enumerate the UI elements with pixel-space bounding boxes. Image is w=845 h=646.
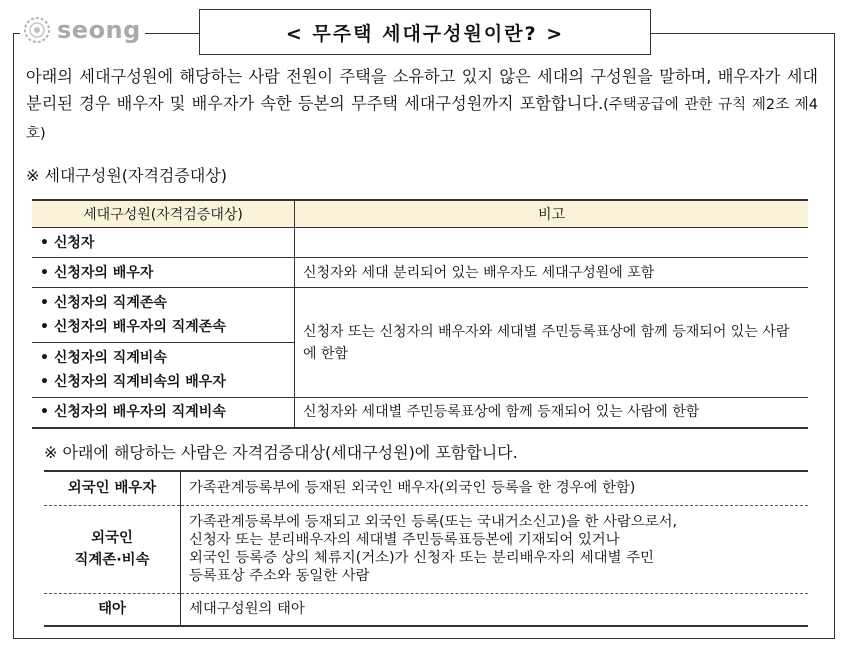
description-cell	[181, 593, 809, 626]
note-cell: 신청자와 세대 분리되어 있는 배우자도 세대구성원에 포함	[295, 258, 809, 288]
description-line: 신청자 또는 분리배우자의 세대별 주민등록표등본에 기재되어 있거나	[189, 532, 620, 548]
member-cell	[32, 343, 295, 398]
table-row	[44, 505, 808, 593]
table-row	[44, 593, 808, 626]
logo	[20, 12, 145, 48]
member-item: • 신청자의 직계존속	[40, 295, 167, 311]
intro-text: 아래의 세대구성원에 해당하는 사람 전원이 주택을 소유하고 있지 않은 세대의 구성원을 말하며, 배우자가 세대 분리된 경우 배우자 및 배우자가 속한 등본의 무주택 세대구성원까지 포함합니다.	[26, 67, 818, 113]
description-line: 가족관계등록부에 등재되고 외국인 등록(또는 국내거소신고)을 한 사람으로서,	[189, 514, 678, 530]
person-type-cell	[44, 471, 181, 505]
description-line: 세대구성원의 태아	[189, 601, 305, 618]
table-row	[32, 228, 808, 258]
member-item: • 신청자의 배우자의 직계존속	[40, 319, 226, 335]
member-item: • 신청자의 직계비속	[40, 350, 167, 366]
intro-paragraph	[26, 63, 818, 148]
description-cell	[181, 505, 809, 593]
member-cell	[32, 228, 295, 258]
note-cell: 신청자 또는 신청자의 배우자와 세대별 주민등록표상에 함께 등재되어 있는 사람에 한함	[295, 288, 809, 398]
included-persons-table	[44, 470, 808, 627]
person-type-line: 태아	[98, 601, 126, 618]
person-type-cell	[44, 505, 181, 593]
description-cell	[181, 471, 809, 505]
note-cell: 신청자와 세대별 주민등록표상에 함께 등재되어 있는 사람에 한함	[295, 398, 809, 428]
description-line: 외국인 등록증 상의 체류지(거소)가 신청자 또는 분리배우자의 세대별 주민	[189, 550, 654, 566]
member-cell	[32, 288, 295, 343]
section-label: ※ 세대구성원(자격검증대상)	[26, 166, 227, 185]
table-row	[32, 258, 808, 288]
table-header-row	[32, 200, 808, 228]
person-type-line: 외국인	[91, 530, 133, 546]
person-type-line: 직계존·비속	[74, 552, 150, 568]
member-item: • 신청자	[40, 234, 95, 251]
member-item: • 신청자의 직계비속의 배우자	[40, 374, 226, 390]
logo-text: seong	[57, 16, 141, 44]
header-note: 비고	[295, 200, 809, 228]
description-line: 가족관계등록부에 등재된 외국인 배우자(외국인 등록을 한 경우에 한함)	[189, 480, 636, 497]
note-cell	[295, 228, 809, 258]
seong-logo-mark-icon	[20, 13, 54, 47]
table-row	[44, 471, 808, 505]
member-cell	[32, 258, 295, 288]
inclusion-note: ※ 아래에 해당하는 사람은 자격검증대상(세대구성원)에 포함합니다.	[44, 443, 518, 462]
person-type-line: 외국인 배우자	[67, 480, 157, 497]
person-type-cell	[44, 593, 181, 626]
description-line: 등록표상 주소와 동일한 사람	[189, 568, 370, 584]
table-row	[32, 288, 808, 343]
header-members: 세대구성원(자격검증대상)	[32, 200, 295, 228]
page-title: < 무주택 세대구성원이란? >	[199, 9, 651, 55]
member-item: • 신청자의 배우자	[40, 264, 154, 281]
table-row	[32, 398, 808, 428]
intro-reference: (주택공급에 관한 규칙 제2조 제4호)	[26, 97, 818, 142]
member-item: • 신청자의 배우자의 직계비속	[40, 404, 226, 421]
member-cell	[32, 398, 295, 428]
household-members-table	[32, 199, 808, 429]
